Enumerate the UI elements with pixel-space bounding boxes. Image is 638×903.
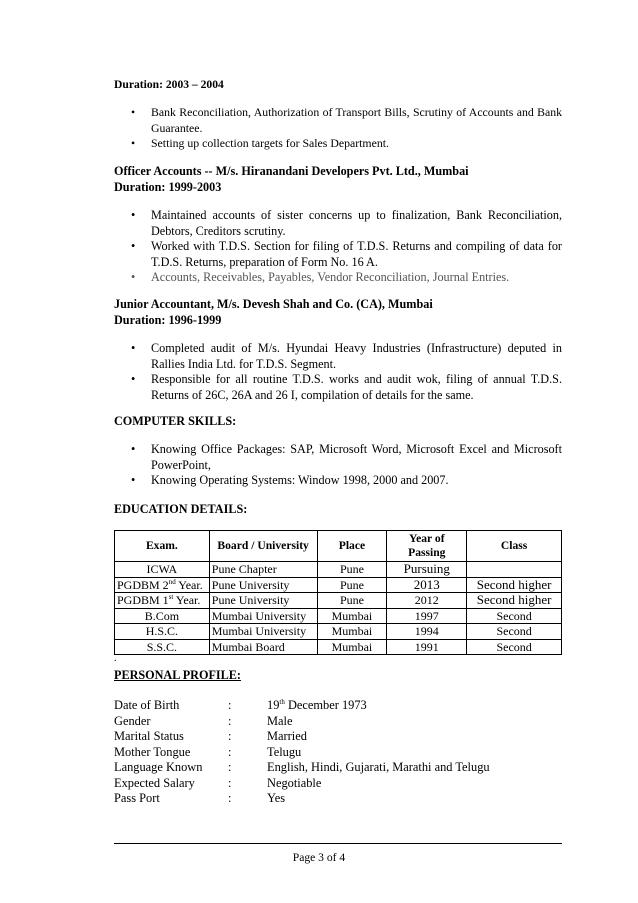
exam-text: PGDBM 2 (117, 577, 169, 592)
computer-skills-heading: COMPUTER SKILLS: (114, 414, 237, 428)
profile-separator: : (228, 775, 232, 790)
education-heading: EDUCATION DETAILS: (114, 502, 248, 516)
footer-divider (114, 843, 562, 844)
class-cell: Second higher (467, 577, 562, 593)
list-item: • Bank Reconciliation, Authorization of Transport Bills, Scrutiny of Accounts and Bank Guarantee. (114, 105, 562, 136)
profile-label: Date of Birth (114, 698, 180, 712)
column-header: Exam. (115, 531, 210, 562)
board-cell: Mumbai Board (209, 639, 317, 655)
education-table (114, 530, 562, 655)
profile-row-mother-tongue (114, 745, 562, 761)
list-item: • Setting up collection targets for Sales Department. (114, 136, 562, 152)
profile-label: Marital Status (114, 729, 184, 743)
class-cell: Second higher (467, 593, 562, 609)
list-item: • Knowing Operating Systems: Window 1998, 2000 and 2007. (114, 473, 562, 489)
year-cell: 1994 (387, 624, 467, 640)
place-cell: Pune (317, 562, 387, 578)
stray-dot: . (114, 653, 117, 664)
column-header: Class (467, 531, 562, 562)
job3-bullets (114, 341, 562, 403)
exam-suffix: Year. (173, 593, 201, 607)
job2-title: Officer Accounts -- M/s. Hiranandani Developers Pvt. Ltd., Mumbai (114, 164, 469, 178)
personal-profile-heading: PERSONAL PROFILE: (114, 668, 241, 682)
exam-cell: B.Com (115, 608, 210, 624)
profile-value: English, Hindi, Gujarati, Marathi and Telugu (267, 760, 490, 774)
class-cell: Second (467, 608, 562, 624)
year-cell: 1997 (387, 608, 467, 624)
computer-skills-bullets (114, 442, 562, 489)
table-row (115, 624, 562, 640)
dob-day: 19 (267, 698, 280, 712)
profile-separator: : (228, 729, 232, 743)
place-cell: Mumbai (317, 624, 387, 640)
class-cell: Second (467, 639, 562, 655)
dob-sup: th (279, 697, 285, 706)
exam-cell (115, 593, 210, 609)
table-row (115, 639, 562, 655)
exam-sup: st (168, 593, 174, 601)
profile-value (267, 698, 562, 714)
job2-bullets (114, 208, 562, 286)
profile-label: Language Known (114, 760, 203, 774)
profile-separator: : (228, 744, 232, 759)
profile-label: Mother Tongue (114, 744, 191, 759)
list-item: • Worked with T.D.S. Section for filing of T.D.S. Returns and compiling of data for T.D.S. Returns, preparation of Form No. 16 A. (114, 239, 562, 270)
job3-duration: Duration: 1996-1999 (114, 313, 222, 327)
profile-separator: : (228, 698, 232, 712)
year-cell: 2013 (387, 577, 467, 593)
profile-label: Expected Salary (114, 775, 195, 790)
job2-duration: Duration: 1999-2003 (114, 180, 222, 194)
profile-separator: : (228, 791, 232, 805)
exam-cell: S.S.C. (115, 639, 210, 655)
personal-profile-list (114, 698, 562, 807)
profile-separator: : (228, 760, 232, 774)
exam-cell: ICWA (115, 562, 210, 578)
profile-row-gender (114, 714, 562, 730)
board-cell: Pune University (209, 577, 317, 593)
job3-title: Junior Accountant, M/s. Devesh Shah and Co. (CA), Mumbai (114, 297, 433, 311)
profile-label: Pass Port (114, 791, 160, 805)
profile-label: Gender (114, 713, 151, 728)
list-item: • Accounts, Receivables, Payables, Vendor Reconciliation, Journal Entries. (114, 270, 562, 286)
class-cell (467, 562, 562, 578)
exam-cell: H.S.C. (115, 624, 210, 640)
profile-row-expected-salary (114, 776, 562, 792)
year-cell: 1991 (387, 639, 467, 655)
profile-row-passport (114, 791, 562, 807)
job1-duration: Duration: 2003 – 2004 (114, 78, 224, 91)
profile-value: Yes (267, 791, 286, 805)
profile-value: Negotiable (267, 775, 322, 790)
list-item: • Knowing Office Packages: SAP, Microsoft Word, Microsoft Excel and Microsoft PowerPoint, (114, 442, 562, 473)
profile-separator: : (228, 713, 232, 728)
board-cell: Pune University (209, 593, 317, 609)
year-cell: 2012 (387, 593, 467, 609)
profile-row-marital-status (114, 729, 562, 745)
place-cell: Mumbai (317, 608, 387, 624)
profile-row-language (114, 760, 562, 776)
column-header: Place (317, 531, 387, 562)
table-row (115, 593, 562, 609)
table-row (115, 562, 562, 578)
list-item: • Maintained accounts of sister concerns up to finalization, Bank Reconciliation, Debtors, Creditors scrutiny. (114, 208, 562, 239)
place-cell: Pune (317, 577, 387, 593)
profile-value: Married (267, 729, 307, 743)
profile-value: Male (267, 713, 293, 728)
column-header: Board / University (209, 531, 317, 562)
list-item: • Completed audit of M/s. Hyundai Heavy Industries (Infrastructure) deputed in Rallies India Ltd. for T.D.S. Segment. (114, 341, 562, 372)
list-item: • Responsible for all routine T.D.S. works and audit wok, filing of annual T.D.S. Returns of 26C, 26A and 26 I, compilation of details for the same. (114, 372, 562, 403)
dob-rest: December 1973 (284, 698, 367, 712)
place-cell: Pune (317, 593, 387, 609)
board-cell: Pune Chapter (209, 562, 317, 578)
profile-value: Telugu (267, 744, 302, 759)
profile-row-dob (114, 698, 562, 714)
table-header-row (115, 531, 562, 562)
exam-sup: nd (168, 577, 176, 586)
exam-suffix: Year. (175, 577, 203, 592)
column-header: Year of Passing (387, 531, 467, 562)
job1-bullets (114, 105, 562, 152)
class-cell: Second (467, 624, 562, 640)
place-cell: Mumbai (317, 639, 387, 655)
exam-text: PGDBM 1 (117, 593, 169, 607)
table-row (115, 608, 562, 624)
year-cell: Pursuing (387, 562, 467, 578)
exam-cell (115, 577, 210, 593)
board-cell: Mumbai University (209, 608, 317, 624)
table-row (115, 577, 562, 593)
page-number: Page 3 of 4 (292, 851, 346, 864)
board-cell: Mumbai University (209, 624, 317, 640)
